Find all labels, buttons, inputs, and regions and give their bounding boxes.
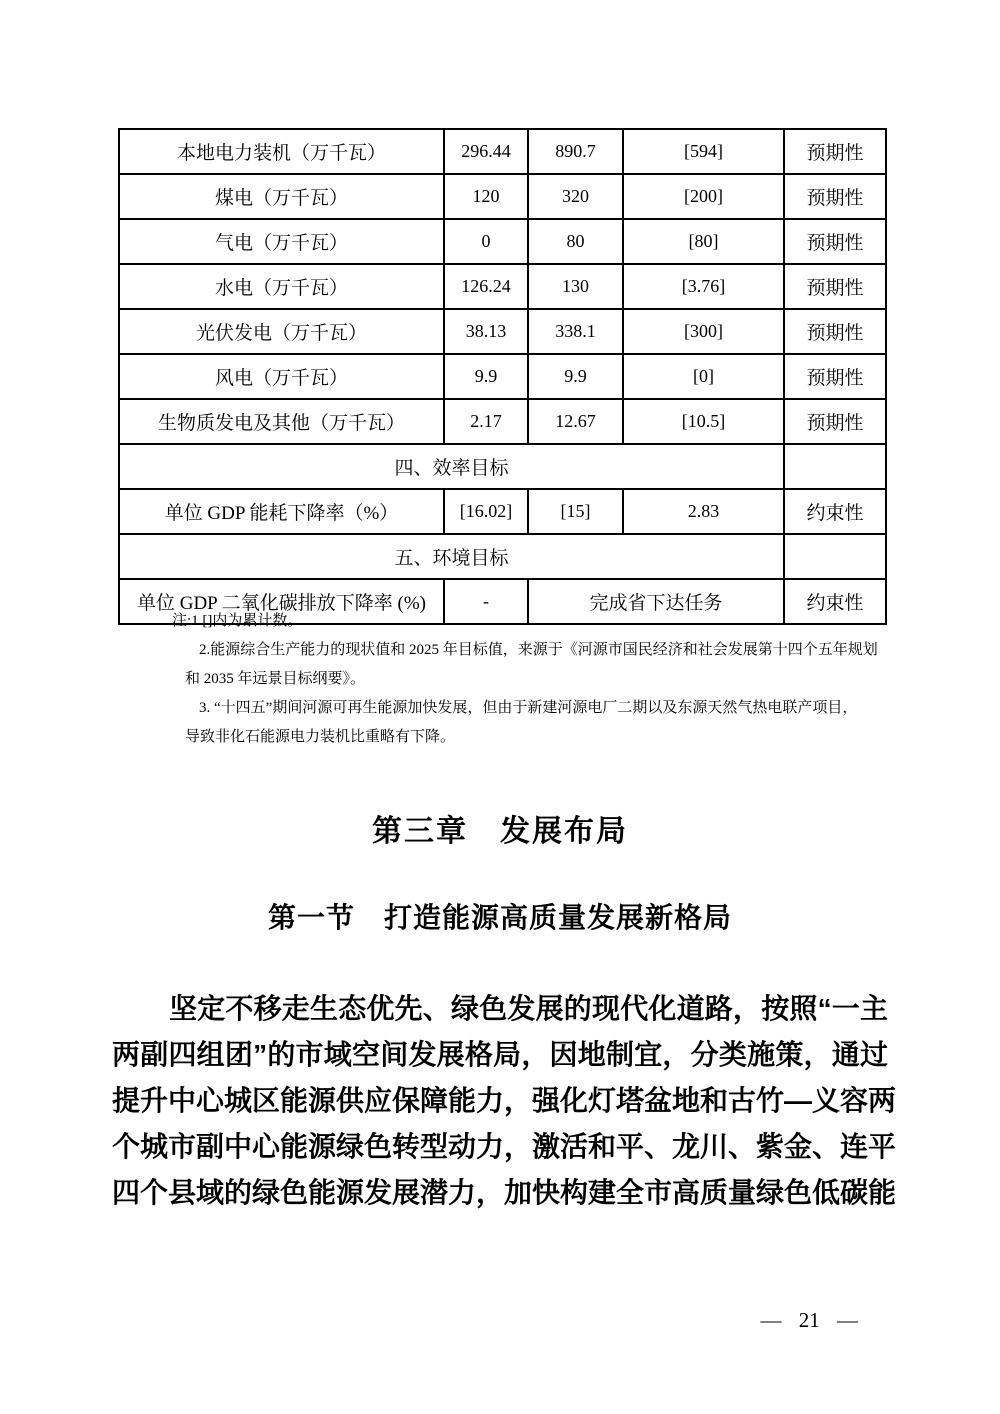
value-cell: 320 [528,174,623,219]
value-cell: 2.17 [444,399,528,444]
targets-table [118,128,887,625]
attribute-cell [784,534,886,579]
indicator-cell: 光伏发电（万千瓦） [119,309,444,354]
section-heading: 第一节 打造能源高质量发展新格局 [267,902,732,933]
value-cell: [15] [528,489,623,534]
value-cell: 0 [444,219,528,264]
body-text-line: 个城市副中心能源绿色转型动力，激活和平、龙川、紫金、连平 [112,1131,897,1162]
value-cell: [16.02] [444,489,528,534]
chapter-heading: 第三章 发展布局 [372,815,628,848]
indicator-cell: 风电（万千瓦） [119,354,444,399]
table-notes [172,607,888,752]
value-cell: 296.44 [444,129,528,174]
indicator-cell: 水电（万千瓦） [119,264,444,309]
table-row [119,129,886,174]
attribute-cell: 约束性 [784,579,886,624]
section-title-cell: 五、环境目标 [119,534,784,579]
value-cell: 338.1 [528,309,623,354]
value-cell: 126.24 [444,264,528,309]
attribute-cell: 预期性 [784,129,886,174]
indicator-cell: 气电（万千瓦） [119,219,444,264]
table-section-row [119,444,886,489]
table-row [119,174,886,219]
body-text-line: 四个县域的绿色能源发展潜力，加快构建全市高质量绿色低碳能 [112,1177,897,1208]
table-section-row [119,534,886,579]
indicator-cell: 本地电力装机（万千瓦） [119,129,444,174]
section-title-cell: 四、效率目标 [119,444,784,489]
value-cell: 9.9 [528,354,623,399]
note-line: 3. “十四五”期间河源可再生能源加快发展，但由于新建河源电厂二期以及东源天然气热电联产项目， [199,700,858,716]
attribute-cell: 预期性 [784,264,886,309]
table-row [119,309,886,354]
table-row [119,219,886,264]
indicator-cell: 单位 GDP 二氧化碳排放下降率 (%) [119,579,444,624]
value-cell: [594] [623,129,784,174]
attribute-cell: 预期性 [784,354,886,399]
table-row [119,354,886,399]
attribute-cell: 预期性 [784,219,886,264]
value-cell: - [444,579,528,624]
value-cell: 38.13 [444,309,528,354]
attribute-cell: 约束性 [784,489,886,534]
body-paragraph [112,986,897,1216]
value-cell: [0] [623,354,784,399]
value-cell: 80 [528,219,623,264]
note-line: 和 2035 年远景目标纲要》。 [185,671,366,687]
attribute-cell [784,444,886,489]
body-text-line: 坚定不移走生态优先、绿色发展的现代化道路，按照“一主 [169,993,888,1024]
body-text-line: 提升中心城区能源供应保障能力，强化灯塔盆地和古竹—义容两 [112,1085,897,1116]
note-line: 注:1.[]内为累计数。 [172,613,303,629]
value-cell: 12.67 [528,399,623,444]
indicator-cell: 单位 GDP 能耗下降率（%） [119,489,444,534]
value-cell: [10.5] [623,399,784,444]
value-cell: 2.83 [623,489,784,534]
table-row [119,489,886,534]
value-cell: 890.7 [528,129,623,174]
table-row [119,399,886,444]
indicator-cell: 生物质发电及其他（万千瓦） [119,399,444,444]
indicator-cell: 煤电（万千瓦） [119,174,444,219]
value-cell: [3.76] [623,264,784,309]
value-cell: 9.9 [444,354,528,399]
note-line: 2.能源综合生产能力的现状值和 2025 年目标值，来源于《河源市国民经济和社会发展第十四个五年规划 [199,642,878,658]
value-cell: [200] [623,174,784,219]
page-number: — 21 — [760,1308,858,1332]
attribute-cell: 预期性 [784,309,886,354]
note-line: 导致非化石能源电力装机比重略有下降。 [185,729,456,745]
merged-value-cell: 完成省下达任务 [528,579,784,624]
value-cell: [300] [623,309,784,354]
value-cell: 120 [444,174,528,219]
body-text-line: 两副四组团”的市域空间发展格局，因地制宜，分类施策，通过 [112,1039,888,1070]
value-cell: 130 [528,264,623,309]
value-cell: [80] [623,219,784,264]
attribute-cell: 预期性 [784,174,886,219]
attribute-cell: 预期性 [784,399,886,444]
table-row [119,264,886,309]
